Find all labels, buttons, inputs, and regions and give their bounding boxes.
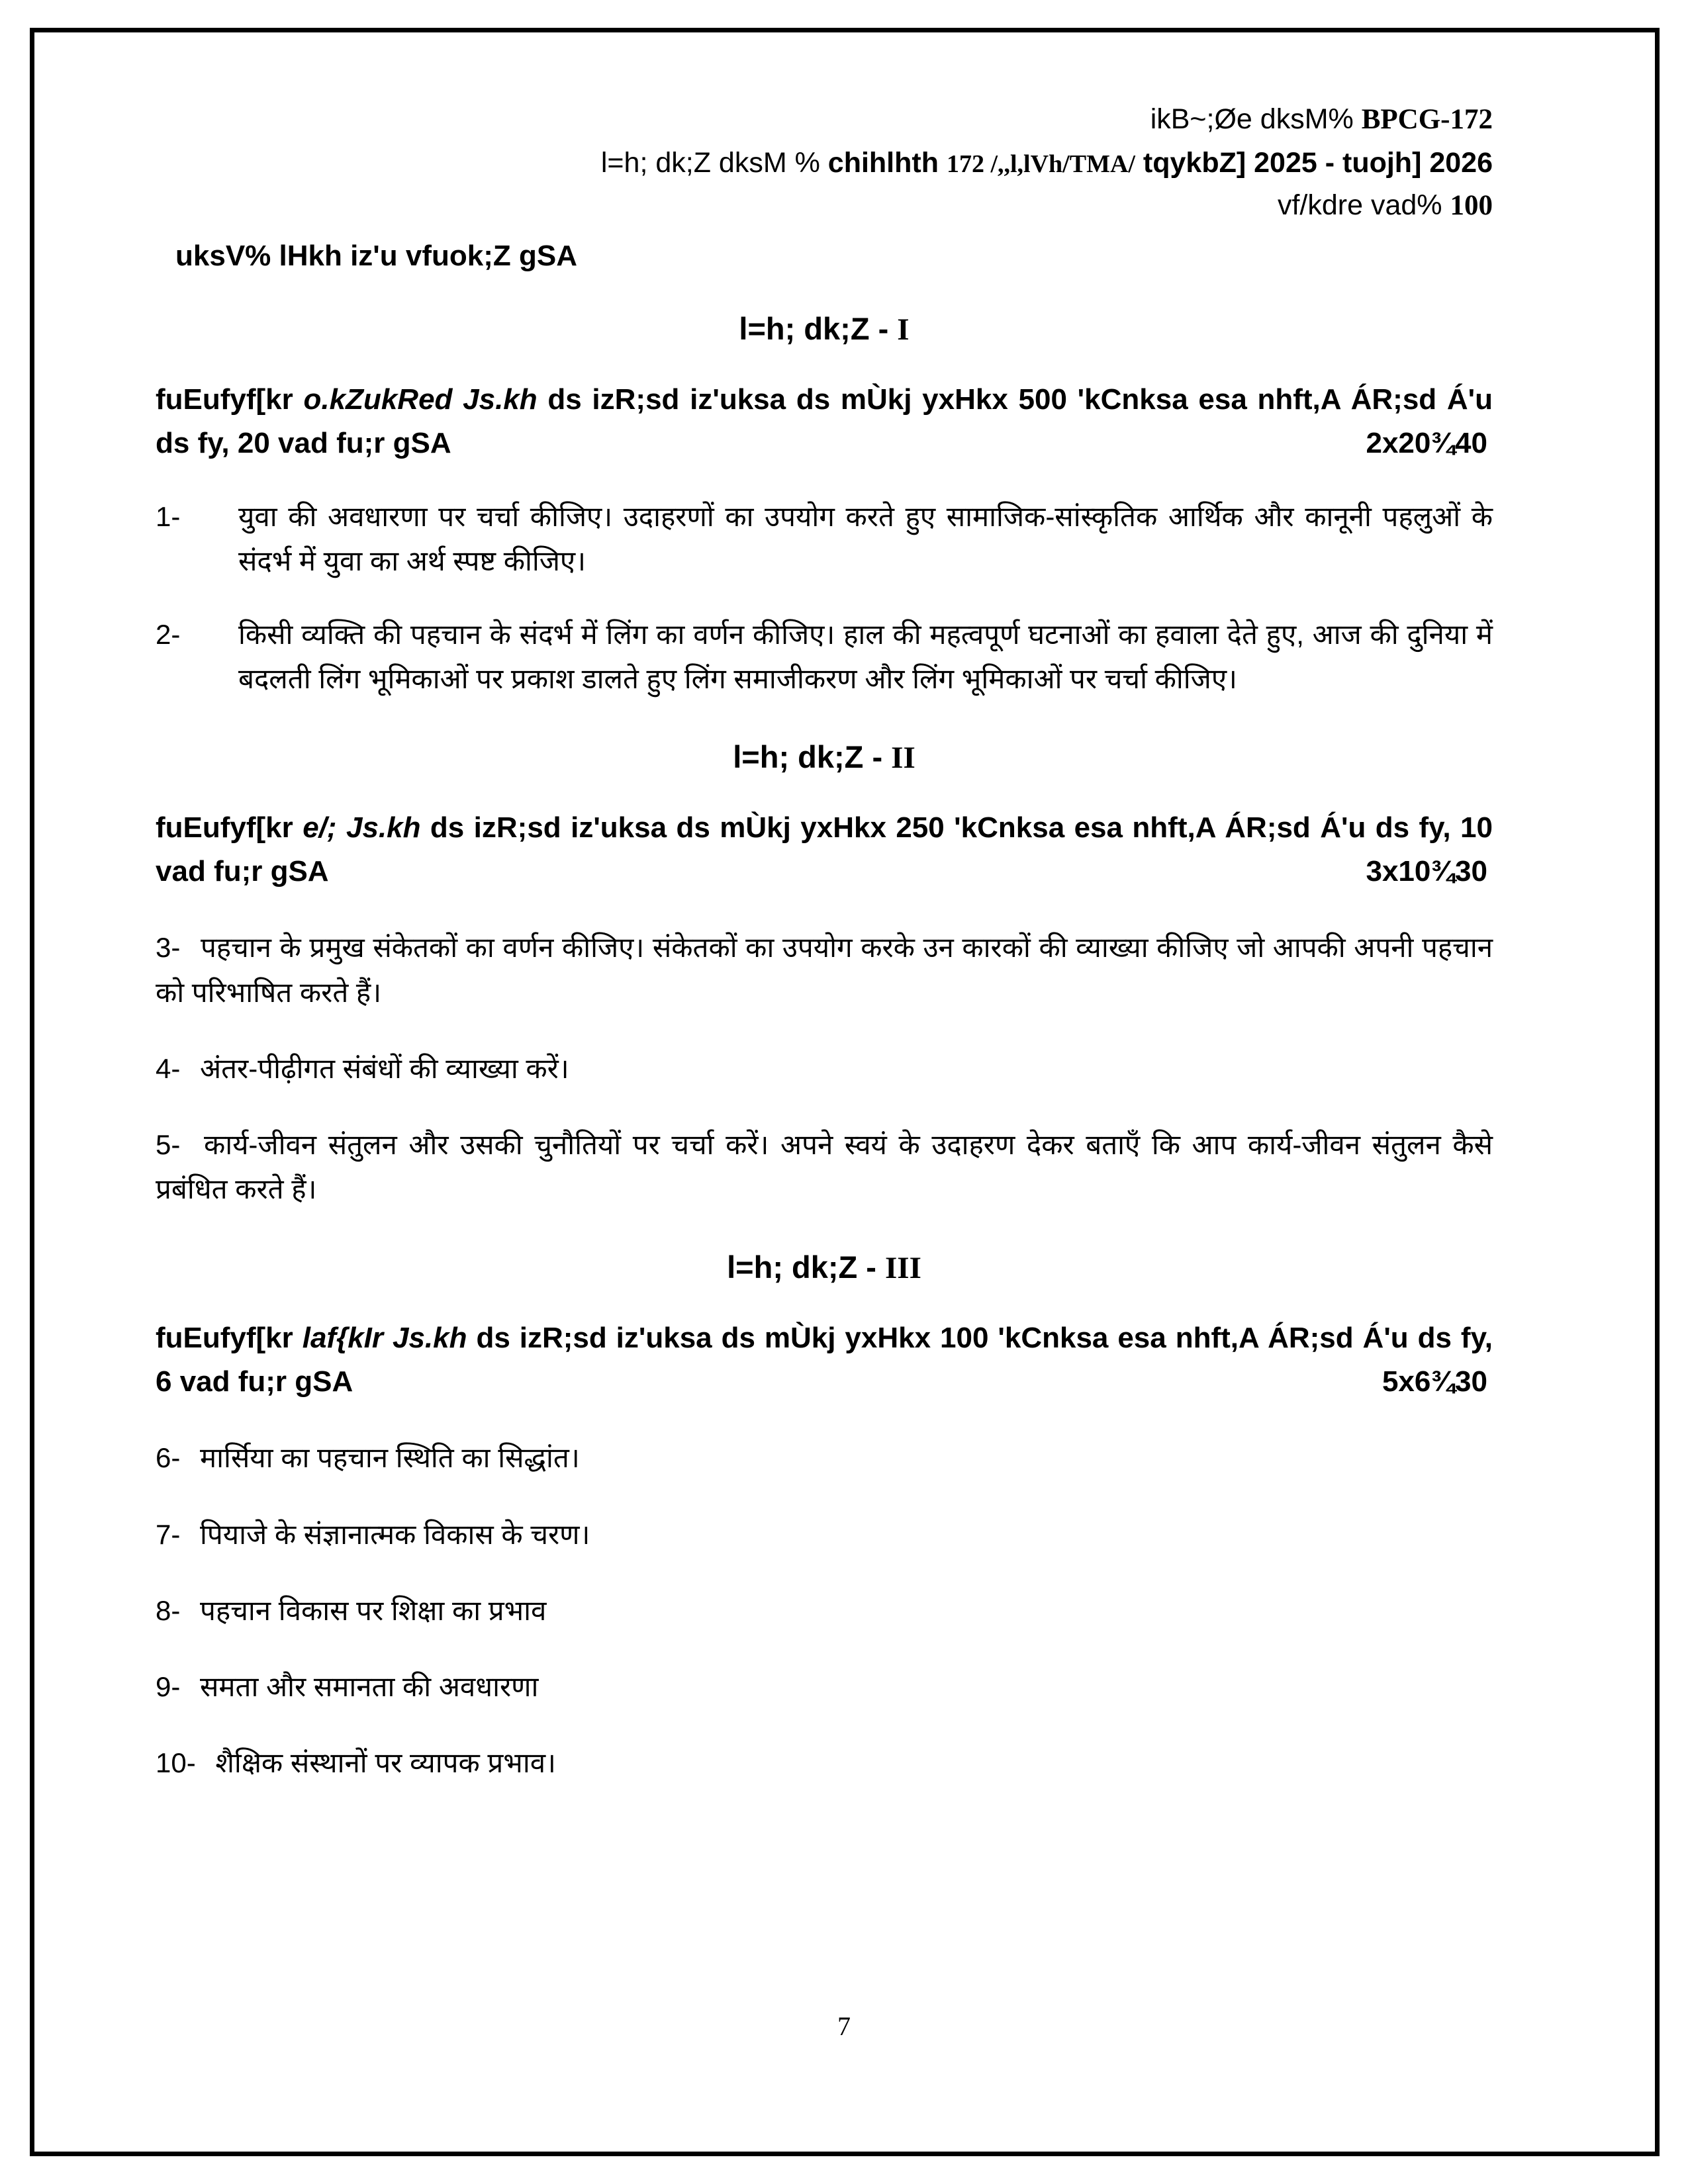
marks-formula: 3x10¾30 (1366, 855, 1487, 888)
question-item-5 (156, 1122, 1493, 1211)
question-item-3 (156, 925, 1493, 1014)
instruction-pre: fuEufyf[kr (156, 383, 293, 416)
question-item-4 (156, 1046, 1493, 1091)
max-marks-value: 100 (1450, 190, 1493, 221)
section-2-instruction (156, 806, 1493, 893)
marks-formula: 2x20¾40 (1366, 426, 1487, 459)
section-1-heading-numeral: I (897, 312, 910, 347)
assignment-course-abbr: chihlhth (827, 146, 939, 179)
instruction-pre: fuEufyf[kr (156, 1322, 293, 1355)
section-3-heading-numeral: III (885, 1251, 921, 1286)
section-3-heading (156, 1247, 1493, 1289)
question-text: पियाजे के संज्ञानात्मक विकास के चरण। (200, 1518, 590, 1550)
assignment-code-value: 172 /,,l,lVh/TMA/ (946, 150, 1135, 178)
question-number: 8- (156, 1594, 181, 1626)
question-number: 4- (156, 1052, 181, 1084)
section-3-instruction (156, 1316, 1493, 1404)
question-number: 6- (156, 1442, 181, 1474)
question-item-10 (156, 1741, 1493, 1785)
question-text: समता और समानता की अवधारणा (200, 1671, 539, 1703)
instruction-post: ds izR;sd iz'uksa ds mÙkj yxHkx 100 'kCnksa esa nhft,A ÁR;sd Á'u ds fy, 6 vad fu;r gSA (156, 1322, 1493, 1398)
instruction-category: laf{kIr Js.kh (302, 1322, 467, 1355)
course-code-value: BPCG-172 (1361, 104, 1493, 135)
note-line: uksV% lHkh iz'u vfuok;Z gSA (175, 239, 577, 272)
instruction-pre: fuEufyf[kr (156, 811, 293, 844)
section-1-heading-text: l=h; dk;Z - (739, 310, 889, 346)
question-number: 5- (156, 1129, 181, 1160)
section-1-heading (156, 308, 1493, 350)
question-number: 7- (156, 1518, 181, 1550)
max-marks-line (156, 184, 1493, 228)
question-item-9 (156, 1664, 1493, 1709)
section-2-heading-text: l=h; dk;Z - (733, 739, 883, 775)
instruction-post: ds izR;sd iz'uksa ds mÙkj yxHkx 500 'kCnksa esa nhft,A ÁR;sd Á'u ds fy, 20 vad fu;r gSA (156, 383, 1493, 459)
section-3 (156, 1247, 1493, 1785)
assignment-code-line (156, 142, 1493, 185)
course-code-line (156, 98, 1493, 142)
question-item-7 (156, 1512, 1493, 1557)
question-item-6 (156, 1435, 1493, 1480)
instruction-category: e/; Js.kh (303, 811, 421, 844)
assignment-code-label: l=h; dk;Z dksM % (600, 146, 820, 179)
section-1-instruction (156, 378, 1493, 465)
question-number: 10- (156, 1747, 196, 1779)
question-item-8 (156, 1588, 1493, 1633)
section-2-heading (156, 737, 1493, 778)
question-number: 3- (156, 932, 181, 964)
marks-formula: 5x6¾30 (1382, 1365, 1487, 1398)
instruction-category: o.kZukRed Js.kh (303, 383, 538, 416)
question-text: किसी व्यक्ति की पहचान के संदर्भ में लिंग का वर्णन कीजिए। हाल की महत्वपूर्ण घटनाओं का हवाला देते हुए, आज की दुनिया में बदलती लिंग भूमिकाओं पर प्रकाश डालते हुए लिंग समाजीकरण और लिंग भूमिकाओं पर चर्चा कीजिए। (238, 618, 1493, 695)
section-2 (156, 737, 1493, 1211)
question-item-1 (156, 494, 1493, 583)
section-2-heading-numeral: II (891, 741, 915, 776)
question-number: 9- (156, 1671, 181, 1703)
question-number: 1- (156, 500, 181, 532)
assignment-session: tqykbZ] 2025 - tuojh] 2026 (1143, 146, 1493, 179)
question-number: 2- (156, 618, 181, 650)
section-1 (156, 308, 1493, 702)
question-text: युवा की अवधारणा पर चर्चा कीजिए। उदाहरणों का उपयोग करते हुए सामाजिक-सांस्कृतिक आर्थिक और कानूनी पहलुओं के संदर्भ में युवा का अर्थ स्पष्ट कीजिए। (238, 500, 1493, 576)
page-number: 7 (837, 2011, 851, 2041)
question-text: मार्सिया का पहचान स्थिति का सिद्धांत। (200, 1442, 580, 1474)
page-content (156, 98, 1493, 1785)
course-code-label: ikB~;Øe dksM% (1150, 103, 1354, 135)
question-text: कार्य-जीवन संतुलन और उसकी चुनौतियों पर चर्चा करें। अपने स्वयं के उदाहरण देकर बताएँ कि आप कार्य-जीवन संतुलन कैसे प्रबंधित करते हैं। (156, 1129, 1493, 1205)
question-text: पहचान विकास पर शिक्षा का प्रभाव (200, 1594, 547, 1626)
instruction-post: ds izR;sd iz'uksa ds mÙkj yxHkx 250 'kCnksa esa nhft,A ÁR;sd Á'u ds fy, 10 vad fu;r gSA (156, 811, 1493, 888)
question-text: पहचान के प्रमुख संकेतकों का वर्णन कीजिए। संकेतकों का उपयोग करके उन कारकों की व्याख्या कीजिए जो आपकी अपनी पहचान को परिभाषित करते हैं। (156, 932, 1493, 1008)
question-item-2 (156, 612, 1493, 701)
question-text: शैक्षिक संस्थानों पर व्यापक प्रभाव। (215, 1747, 556, 1779)
question-text: अंतर-पीढ़ीगत संबंधों की व्याख्या करें। (200, 1052, 569, 1084)
max-marks-label: vf/kdre vad% (1277, 189, 1442, 221)
section-3-heading-text: l=h; dk;Z - (727, 1250, 876, 1285)
